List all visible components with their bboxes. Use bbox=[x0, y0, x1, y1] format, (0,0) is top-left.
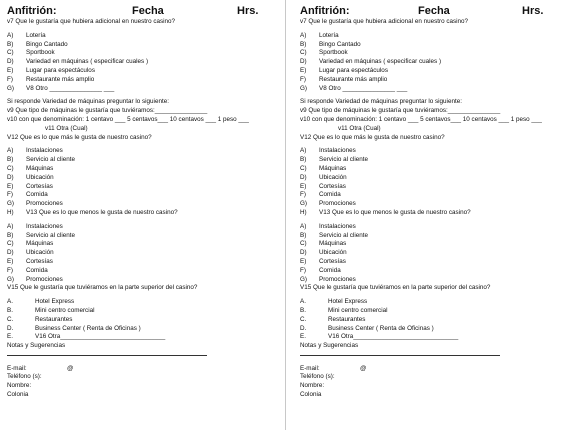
notas-label: Notas y Sugerencias bbox=[7, 342, 66, 350]
v13-option-b[interactable]: B) Servicio al cliente bbox=[300, 231, 368, 239]
email-field[interactable]: E-mail: @ bbox=[300, 364, 367, 372]
v12-option-b[interactable]: B) Servicio al cliente bbox=[300, 156, 368, 164]
v7-option-b[interactable]: B) Bingo Cantado bbox=[7, 40, 68, 48]
v12-option-f[interactable]: F) Comida bbox=[7, 191, 48, 199]
v9-question[interactable]: v9 Que tipo de máquinas le gustaría que tuviéramos:_______________ bbox=[7, 107, 208, 115]
v12-option-b[interactable]: B) Servicio al cliente bbox=[7, 156, 75, 164]
v15-option-a[interactable]: A. Hotel Express bbox=[7, 298, 75, 306]
survey-form-right bbox=[286, 0, 571, 430]
v13-option-c[interactable]: C) Máquinas bbox=[300, 240, 347, 248]
v12-option-h[interactable]: H) V13 Que es lo que menos le gusta de nuestro casino? bbox=[7, 208, 178, 216]
v10-denominations[interactable]: v10 con que denominación: 1 centavo ___ 5 centavos___ 10 centavos ___ 1 peso ___ bbox=[7, 115, 249, 123]
v7-option-g[interactable]: G) V8 Otro _______________ ___ bbox=[7, 84, 115, 92]
v12-option-f[interactable]: F) Comida bbox=[300, 191, 341, 199]
colonia-field[interactable]: Colonia bbox=[7, 391, 29, 399]
v7-option-d[interactable]: D) Variedad en máquinas ( especificar cuales ) bbox=[300, 58, 442, 66]
v7-option-f[interactable]: F) Restaurante más amplio bbox=[7, 75, 95, 83]
v7-option-d[interactable]: D) Variedad en máquinas ( especificar cuales ) bbox=[7, 58, 149, 66]
v11-other[interactable]: v11 Otra (Cual) bbox=[338, 124, 381, 132]
v12-question: V12 Que es lo que más le gusta de nuestro casino? bbox=[7, 133, 152, 141]
v15-option-e[interactable]: E. V16 Otra______________________________ bbox=[300, 333, 459, 341]
v13-option-f[interactable]: F) Comida bbox=[7, 266, 48, 274]
v10-denominations[interactable]: v10 con que denominación: 1 centavo ___ 5 centavos___ 10 centavos ___ 1 peso ___ bbox=[300, 115, 542, 123]
v13-option-g[interactable]: G) Promociones bbox=[300, 275, 356, 283]
v7-option-c[interactable]: C) Sportbook bbox=[7, 49, 55, 57]
v12-option-c[interactable]: C) Máquinas bbox=[300, 164, 347, 172]
v15-option-d[interactable]: D. Business Center ( Renta de Oficinas ) bbox=[7, 324, 141, 332]
v12-option-c[interactable]: C) Máquinas bbox=[7, 164, 54, 172]
v12-option-e[interactable]: E) Cortesías bbox=[300, 182, 346, 190]
nombre-field[interactable]: Nombre: bbox=[300, 382, 325, 390]
v7-option-c[interactable]: C) Sportbook bbox=[300, 49, 348, 57]
v15-option-c[interactable]: C. Restaurantes bbox=[7, 315, 73, 323]
v12-question: V12 Que es lo que más le gusta de nuestro casino? bbox=[300, 133, 445, 141]
v13-option-d[interactable]: D) Ubicación bbox=[300, 249, 347, 257]
telefono-field[interactable]: Teléfono (s): bbox=[7, 373, 42, 381]
v13-option-d[interactable]: D) Ubicación bbox=[7, 249, 54, 257]
v7-question: v7 Que le gustaría que hubiera adicional en nuestro casino? bbox=[7, 18, 176, 25]
v12-option-d[interactable]: D) Ubicación bbox=[7, 173, 54, 181]
v15-question: V15 Que le gustaría que tuviéramos en la parte superior del casino? bbox=[7, 284, 198, 292]
v9-intro: Si responde Variedad de máquinas preguntar lo siguiente: bbox=[7, 98, 169, 106]
v7-option-a[interactable]: A) Lotería bbox=[300, 31, 339, 39]
v12-option-e[interactable]: E) Cortesías bbox=[7, 182, 53, 190]
v12-option-g[interactable]: G) Promociones bbox=[300, 200, 356, 208]
survey-form-left bbox=[0, 0, 285, 430]
fecha-label: Fecha bbox=[418, 5, 450, 17]
anfitrion-label: Anfitrión: bbox=[7, 5, 57, 17]
v13-option-e[interactable]: E) Cortesías bbox=[7, 257, 53, 265]
v9-intro: Si responde Variedad de máquinas preguntar lo siguiente: bbox=[300, 98, 462, 106]
v15-option-b[interactable]: B. Mini centro comercial bbox=[7, 306, 95, 314]
v13-option-b[interactable]: B) Servicio al cliente bbox=[7, 231, 75, 239]
v13-option-f[interactable]: F) Comida bbox=[300, 266, 341, 274]
hrs-label: Hrs. bbox=[237, 5, 259, 17]
telefono-field[interactable]: Teléfono (s): bbox=[300, 373, 335, 381]
anfitrion-label: Anfitrión: bbox=[300, 5, 350, 17]
v12-option-a[interactable]: A) Instalaciones bbox=[7, 147, 63, 155]
v15-option-d[interactable]: D. Business Center ( Renta de Oficinas ) bbox=[300, 324, 434, 332]
v13-option-c[interactable]: C) Máquinas bbox=[7, 240, 54, 248]
v13-option-g[interactable]: G) Promociones bbox=[7, 275, 63, 283]
notas-label: Notas y Sugerencias bbox=[300, 342, 359, 350]
v7-option-g[interactable]: G) V8 Otro _______________ ___ bbox=[300, 84, 408, 92]
v7-question: v7 Que le gustaría que hubiera adicional en nuestro casino? bbox=[300, 18, 469, 25]
v12-option-g[interactable]: G) Promociones bbox=[7, 200, 63, 208]
email-field[interactable]: E-mail: @ bbox=[7, 364, 74, 372]
v7-option-b[interactable]: B) Bingo Cantado bbox=[300, 40, 361, 48]
v15-option-a[interactable]: A. Hotel Express bbox=[300, 298, 368, 306]
v13-option-e[interactable]: E) Cortesías bbox=[300, 257, 346, 265]
v12-option-h[interactable]: H) V13 Que es lo que menos le gusta de nuestro casino? bbox=[300, 208, 471, 216]
v7-option-a[interactable]: A) Lotería bbox=[7, 31, 46, 39]
v13-option-a[interactable]: A) Instalaciones bbox=[7, 222, 63, 230]
v11-other[interactable]: v11 Otra (Cual) bbox=[45, 124, 88, 132]
v12-option-a[interactable]: A) Instalaciones bbox=[300, 147, 356, 155]
v15-question: V15 Que le gustaría que tuviéramos en la parte superior del casino? bbox=[300, 284, 491, 292]
form-header bbox=[300, 5, 565, 18]
fecha-label: Fecha bbox=[132, 5, 164, 17]
v15-option-b[interactable]: B. Mini centro comercial bbox=[300, 306, 388, 314]
v13-option-a[interactable]: A) Instalaciones bbox=[300, 222, 356, 230]
v9-question[interactable]: v9 Que tipo de máquinas le gustaría que tuviéramos:_______________ bbox=[300, 107, 501, 115]
v15-option-e[interactable]: E. V16 Otra______________________________ bbox=[7, 333, 166, 341]
v7-option-e[interactable]: E) Lugar para espectáculos bbox=[7, 66, 95, 74]
v7-option-f[interactable]: F) Restaurante más amplio bbox=[300, 75, 388, 83]
v12-option-d[interactable]: D) Ubicación bbox=[300, 173, 347, 181]
v7-option-e[interactable]: E) Lugar para espectáculos bbox=[300, 66, 388, 74]
hrs-label: Hrs. bbox=[522, 5, 544, 17]
colonia-field[interactable]: Colonia bbox=[300, 391, 322, 399]
form-header bbox=[7, 5, 279, 18]
nombre-field[interactable]: Nombre: bbox=[7, 382, 32, 390]
v15-option-c[interactable]: C. Restaurantes bbox=[300, 315, 366, 323]
